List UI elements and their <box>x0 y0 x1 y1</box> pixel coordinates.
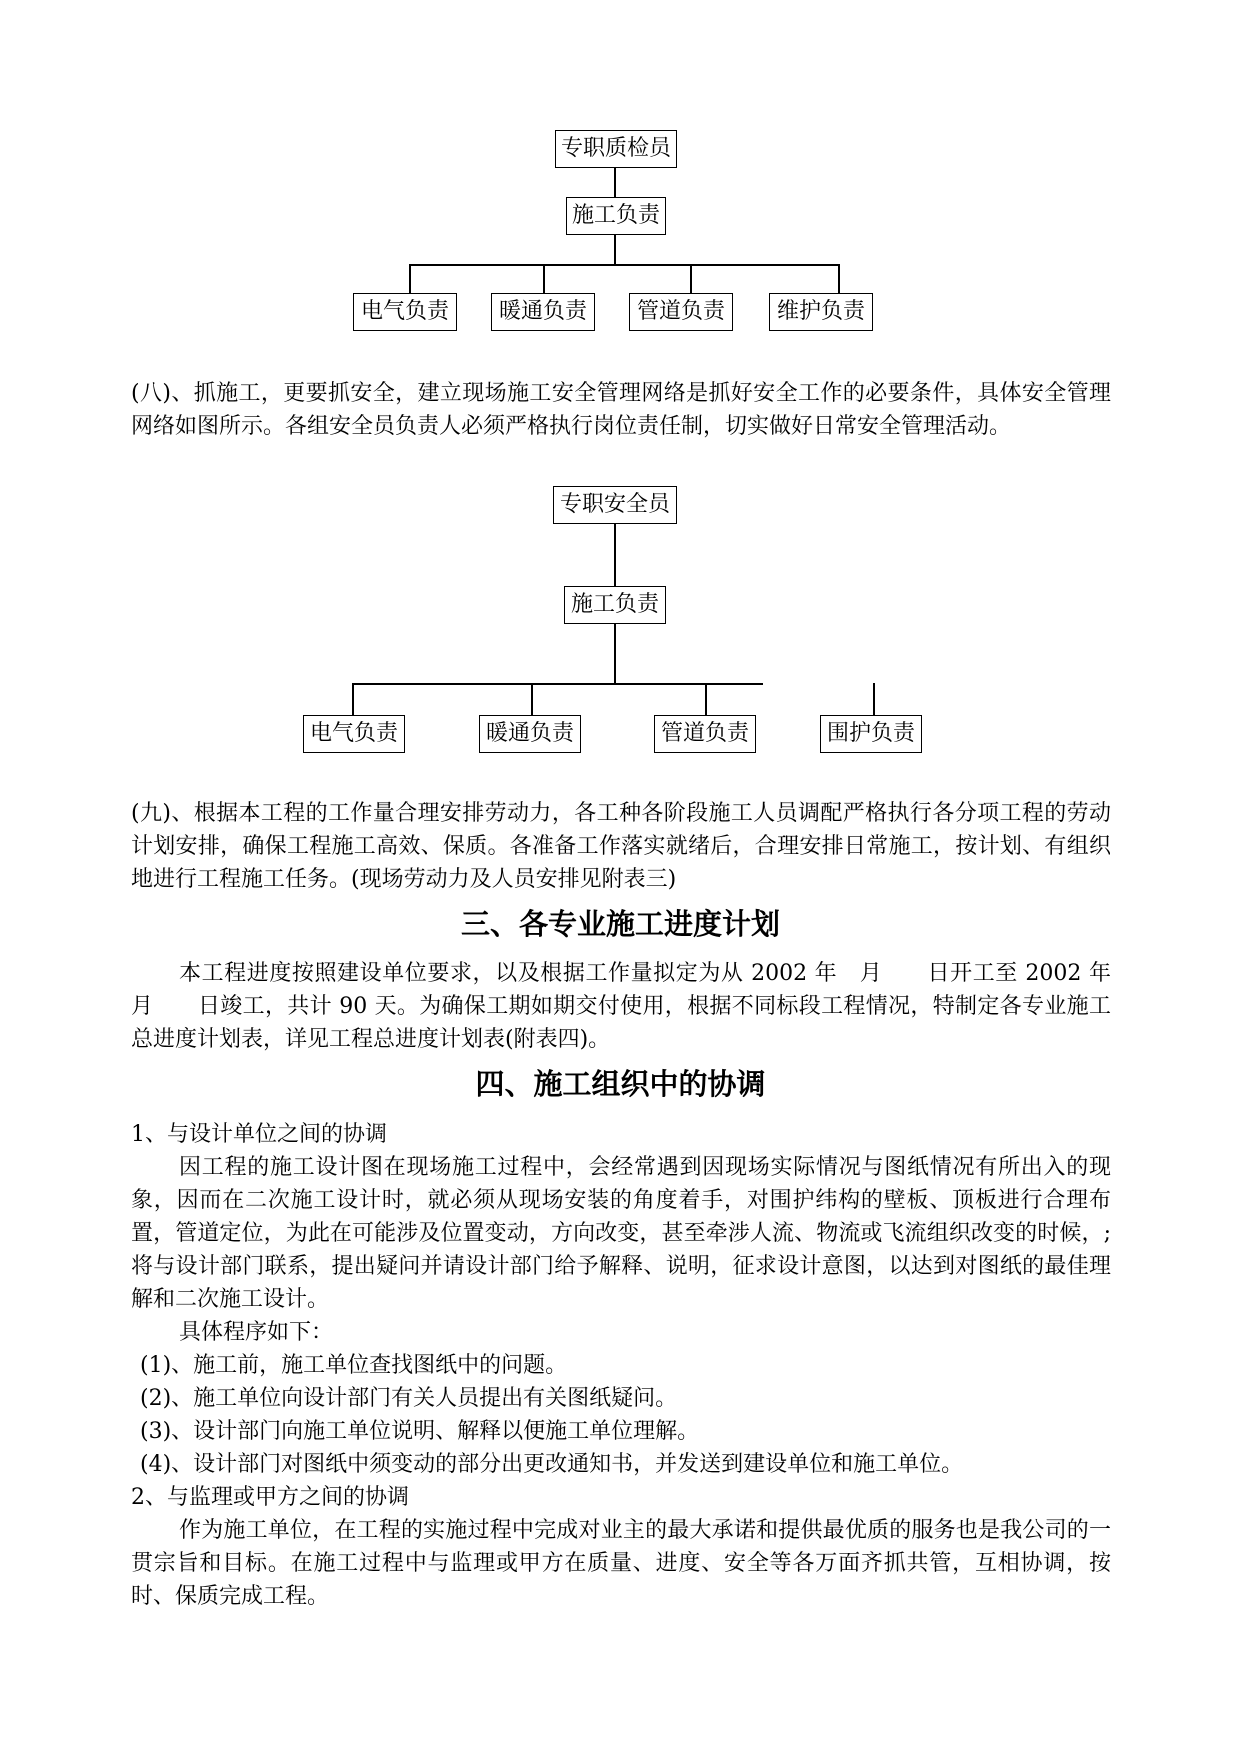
connector <box>409 264 839 266</box>
subsection-one-body: 因工程的施工设计图在现场施工过程中，会经常遇到因现场实际情况与图纸情况有所出入的现象，因而在二次施工设计时，就必须从现场安装的角度着手，对围护纬构的壁板、顶板进行合理布置，管道定位，为此在可能涉及位置变动，方向改变，甚至牵涉人流、物流或飞流组织改变的时候，;将与设计部门联系，提出疑问并请设计部门给予解释、说明，征求设计意图，以达到对图纸的最佳理解和二次施工设计。 <box>131 1155 1111 1312</box>
section-three-body: 本工程进度按照建设单位要求，以及根据工作量拟定为从 2002 年 月 日开工至 2002 年 月 日竣工，共计 90 天。为确保工期如期交付使用，根据不同标段工程情况，特制定各专业施工总进度计划表，详见工程总进度计划表(附表四)。 <box>131 961 1134 1052</box>
org-box-leaf: 暖通负责 <box>491 293 595 331</box>
subsection-one-title: 1、与设计单位之间的协调 <box>131 1122 387 1147</box>
paragraph-eight: (八)、抓施工，更要抓安全，建立现场施工安全管理网络是抓好安全工作的必要条件，具体安全管理网络如图所示。各组安全员负责人必须严格执行岗位责任制，切实做好日常安全管理活动。 <box>131 381 1111 439</box>
connector <box>352 683 763 685</box>
paragraph-nine: (九)、根据本工程的工作量合理安排劳动力，各工种各阶段施工人员调配严格执行各分项工程的劳动计划安排，确保工程施工高效、保质。各准备工作落实就绪后，合理安排日常施工，按计划、有组织地进行工程施工任务。(现场劳动力及人员安排见附表三) <box>131 801 1111 892</box>
subsection-two-body: 作为施工单位，在工程的实施过程中完成对业主的最大承诺和提供最优质的服务也是我公司的一贯宗旨和目标。在施工过程中与监理或甲方在质量、进度、安全等各万面齐抓共管，互相协调，按时、保质完成工程。 <box>131 1518 1111 1609</box>
org-box-leaf: 暖通负责 <box>479 715 581 753</box>
section-four-title: 四、施工组织中的协调 <box>475 1067 766 1101</box>
org-box-middle: 施工负责 <box>566 197 666 235</box>
connector <box>614 235 616 265</box>
org-box-middle: 施工负责 <box>564 586 666 624</box>
procedure-step: (2)、施工单位向设计部门有关人员提出有关图纸疑问。 <box>140 1386 678 1411</box>
procedure-step: (1)、施工前，施工单位查找图纸中的问题。 <box>140 1353 568 1378</box>
org-box-leaf: 维护负责 <box>769 293 873 331</box>
org-box-top: 专职质检员 <box>555 130 677 168</box>
connector <box>614 624 616 684</box>
connector <box>873 683 875 719</box>
org-box-leaf: 电气负责 <box>303 715 405 753</box>
connector <box>838 264 840 296</box>
connector <box>543 264 545 296</box>
connector <box>690 264 692 296</box>
procedure-step: (3)、设计部门向施工单位说明、解释以便施工单位理解。 <box>140 1419 700 1444</box>
subsection-two-title: 2、与监理或甲方之间的协调 <box>131 1485 409 1510</box>
connector <box>614 523 616 587</box>
connector <box>352 683 354 719</box>
procedure-intro: 具体程序如下： <box>179 1320 334 1345</box>
org-box-leaf: 管道负责 <box>654 715 756 753</box>
procedure-step: (4)、设计部门对图纸中须变动的部分出更改通知书，并发送到建设单位和施工单位。 <box>140 1452 964 1477</box>
org-box-leaf: 电气负责 <box>353 293 457 331</box>
org-box-top: 专职安全员 <box>553 486 677 524</box>
connector <box>409 264 411 296</box>
org-box-leaf: 管道负责 <box>629 293 733 331</box>
org-box-leaf: 围护负责 <box>820 715 922 753</box>
section-three-title: 三、各专业施工进度计划 <box>460 907 780 941</box>
connector <box>705 683 707 719</box>
connector <box>614 167 616 197</box>
connector <box>531 683 533 719</box>
